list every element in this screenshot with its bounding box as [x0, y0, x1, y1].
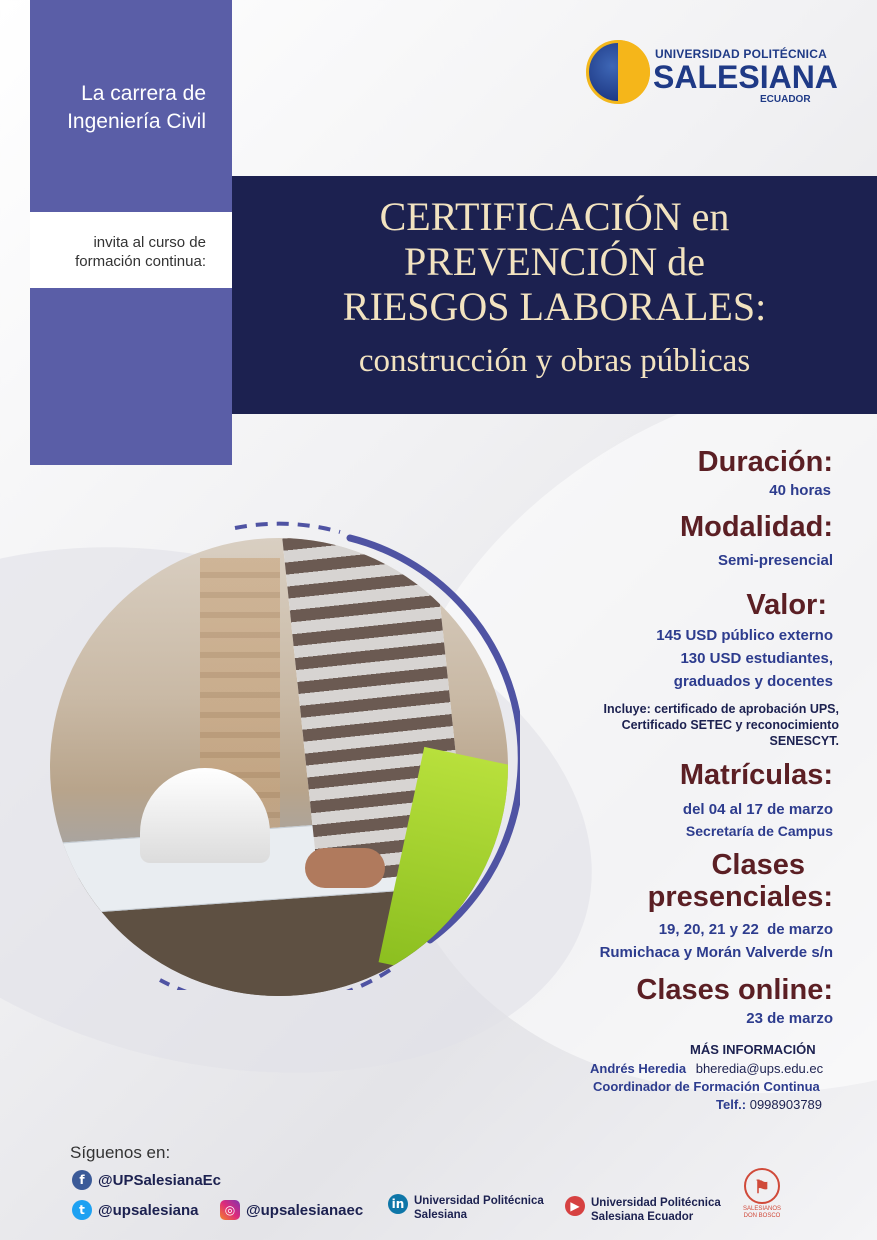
course-title	[232, 194, 877, 329]
youtube-link[interactable]	[565, 1196, 721, 1224]
contact-phone-line	[716, 1096, 822, 1114]
contact-name: Andrés Heredia	[590, 1061, 687, 1076]
linkedin-link[interactable]	[388, 1194, 544, 1222]
incluye-line: SENESCYT.	[769, 734, 839, 748]
title-line: CERTIFICACIÓN en	[379, 194, 730, 239]
don-bosco-line: DON BOSCO	[743, 1213, 781, 1219]
follow-us-label: Síguenos en:	[70, 1143, 171, 1162]
facebook-handle: @UPSalesianaEc	[98, 1171, 222, 1189]
incluye-line: Incluye: certificado de aprobación UPS,	[603, 702, 839, 716]
youtube-line: Salesiana Ecuador	[591, 1211, 694, 1223]
presenciales-line: presenciales:	[647, 881, 833, 913]
online-value: 23 de marzo	[746, 1010, 833, 1027]
invite-text: invita al curso de formación continua:	[75, 234, 206, 270]
youtube-icon: ▶	[565, 1196, 585, 1216]
title-line: PREVENCIÓN de	[403, 239, 706, 284]
don-bosco-text	[738, 1206, 786, 1220]
valor-line: 130 USD estudiantes,	[680, 650, 833, 667]
linkedin-line: Universidad Politécnica	[414, 1195, 544, 1207]
logo-country: ECUADOR	[760, 94, 811, 105]
valor-value	[656, 624, 833, 693]
matriculas-heading: Matrículas:	[679, 759, 833, 791]
twitter-link[interactable]	[72, 1200, 199, 1220]
online-heading: Clases online:	[636, 974, 833, 1006]
don-bosco-logo	[738, 1168, 786, 1228]
instagram-icon: ◎	[220, 1200, 240, 1220]
contact-email[interactable]: bheredia@ups.edu.ec	[695, 1061, 824, 1076]
incluye-text	[604, 701, 839, 749]
logo-name: SALESIANA	[653, 59, 838, 95]
career-lead: La carrera de Ingeniería Civil	[67, 82, 206, 133]
facebook-icon: f	[72, 1170, 92, 1190]
contact-heading: MÁS INFORMACIÓN	[690, 1042, 816, 1057]
matriculas-value	[683, 798, 833, 841]
contact-phone-label: Telf.:	[716, 1097, 747, 1112]
twitter-handle: @upsalesiana	[98, 1201, 199, 1219]
instagram-handle: @upsalesianaec	[246, 1201, 364, 1219]
duracion-value: 40 horas	[769, 482, 831, 499]
ups-founder-logo	[618, 40, 650, 104]
presenciales-heading	[648, 849, 833, 913]
linkedin-line: Salesiana	[414, 1209, 468, 1221]
contact-name-line	[590, 1060, 823, 1078]
presenciales-line: Clases	[711, 849, 805, 881]
don-bosco-line: SALESIANOS	[742, 1206, 781, 1212]
youtube-text	[591, 1196, 721, 1224]
modalidad-heading: Modalidad:	[679, 511, 833, 543]
twitter-icon: t	[72, 1200, 92, 1220]
logo-university-label: UNIVERSIDAD POLITÉCNICA	[655, 47, 827, 61]
valor-heading: Valor:	[746, 589, 827, 621]
matriculas-line: Secretaría de Campus	[685, 823, 833, 839]
contact-role: Coordinador de Formación Continua	[593, 1079, 820, 1094]
linkedin-text	[414, 1194, 544, 1222]
incluye-line: Certificado SETEC y reconocimiento	[621, 718, 839, 732]
don-bosco-icon: ⚑	[744, 1168, 780, 1204]
instagram-link[interactable]	[220, 1200, 363, 1220]
duracion-heading: Duración:	[697, 446, 833, 478]
contact-phone[interactable]: 0998903789	[749, 1097, 823, 1112]
presenciales-value	[600, 918, 833, 964]
valor-line: 145 USD público externo	[656, 627, 833, 644]
linkedin-icon: in	[388, 1194, 408, 1214]
course-subtitle: construcción y obras públicas	[358, 343, 751, 379]
presenciales-detail: Rumichaca y Morán Valverde s/n	[599, 944, 833, 961]
title-line: RIESGOS LABORALES:	[342, 284, 767, 329]
presenciales-detail: 19, 20, 21 y 22 de marzo	[658, 921, 833, 938]
facebook-link[interactable]	[72, 1170, 221, 1190]
youtube-line: Universidad Politécnica	[591, 1197, 721, 1209]
modalidad-value: Semi-presencial	[717, 552, 833, 569]
valor-line: graduados y docentes	[673, 673, 833, 690]
matriculas-line: del 04 al 17 de marzo	[682, 801, 833, 818]
construction-photo	[50, 538, 508, 996]
